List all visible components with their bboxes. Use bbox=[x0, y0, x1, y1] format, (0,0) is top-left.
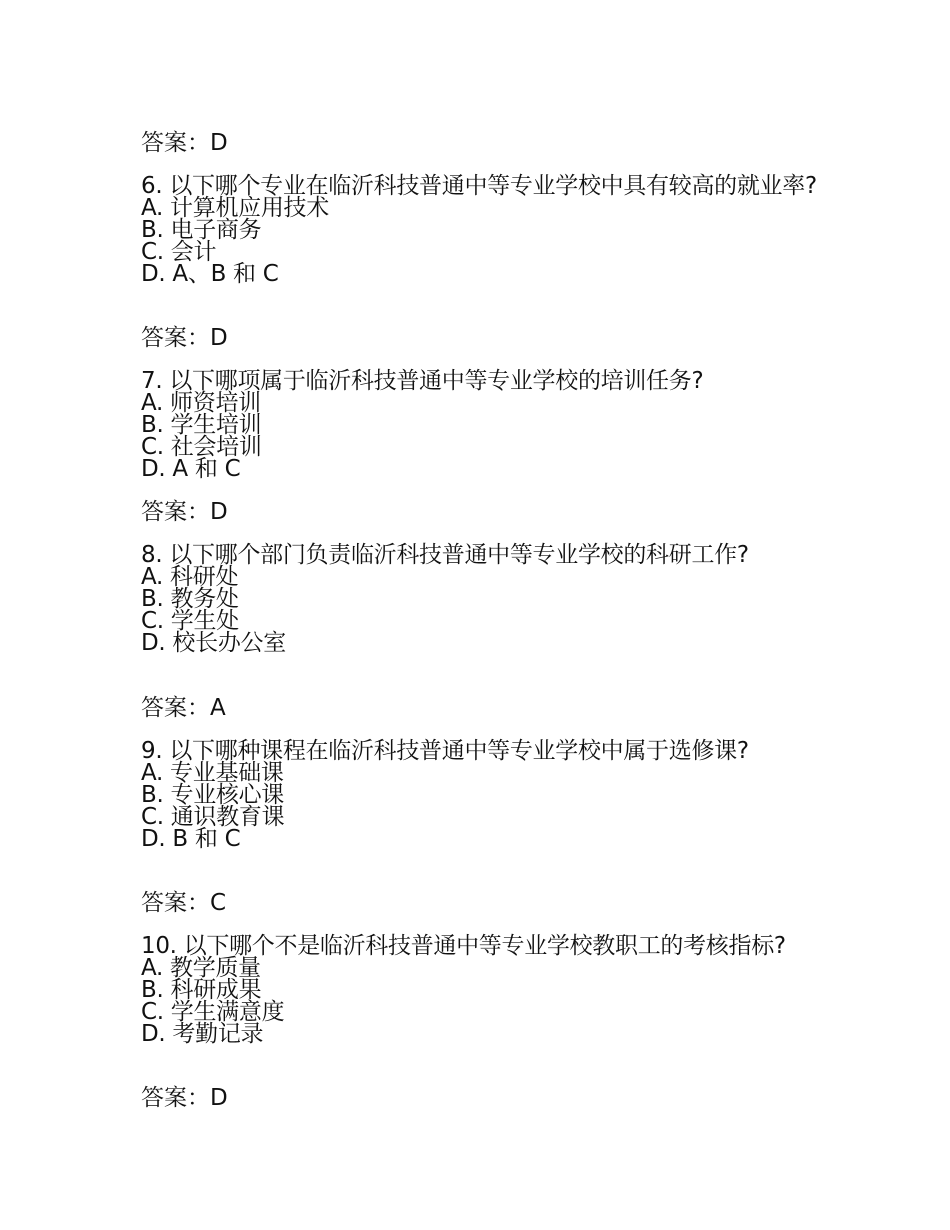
option-d: D. 考勤记录 bbox=[141, 1021, 264, 1047]
option-a: A. 师资培训 bbox=[141, 390, 261, 416]
option-b: B. 教务处 bbox=[141, 586, 239, 612]
answer-line: 答案：D bbox=[141, 325, 228, 351]
question-stem: 8. 以下哪个部门负责临沂科技普通中等专业学校的科研工作? bbox=[141, 542, 749, 568]
answer-line: 答案：D bbox=[141, 130, 228, 156]
option-c: C. 学生满意度 bbox=[141, 999, 285, 1025]
option-c: C. 社会培训 bbox=[141, 434, 262, 460]
option-b: B. 科研成果 bbox=[141, 977, 262, 1003]
option-b: B. 学生培训 bbox=[141, 412, 262, 438]
question-stem: 6. 以下哪个专业在临沂科技普通中等专业学校中具有较高的就业率? bbox=[141, 173, 817, 199]
question-10 bbox=[141, 935, 821, 1045]
question-stem: 9. 以下哪种课程在临沂科技普通中等专业学校中属于选修课? bbox=[141, 738, 749, 764]
question-9 bbox=[141, 740, 821, 850]
option-d: D. B 和 C bbox=[141, 826, 241, 852]
option-a: A. 专业基础课 bbox=[141, 760, 284, 786]
option-d: D. 校长办公室 bbox=[141, 630, 286, 656]
answer-line: 答案：D bbox=[141, 499, 228, 525]
option-d: D. A、B 和 C bbox=[141, 261, 279, 287]
answer-line: 答案：C bbox=[141, 890, 227, 916]
question-8 bbox=[141, 544, 821, 654]
option-c: C. 学生处 bbox=[141, 608, 239, 634]
question-stem: 10. 以下哪个不是临沂科技普通中等专业学校教职工的考核指标? bbox=[141, 933, 786, 959]
answer-line: 答案：A bbox=[141, 695, 226, 721]
question-7 bbox=[141, 370, 821, 480]
option-c: C. 会计 bbox=[141, 239, 217, 265]
option-b: B. 专业核心课 bbox=[141, 782, 285, 808]
document-page bbox=[141, 0, 821, 1230]
option-d: D. A 和 C bbox=[141, 456, 241, 482]
option-a: A. 教学质量 bbox=[141, 955, 261, 981]
answer-line: 答案：D bbox=[141, 1085, 228, 1111]
option-c: C. 通识教育课 bbox=[141, 804, 285, 830]
question-6 bbox=[141, 175, 821, 285]
option-a: A. 计算机应用技术 bbox=[141, 195, 329, 221]
option-a: A. 科研处 bbox=[141, 564, 239, 590]
question-stem: 7. 以下哪项属于临沂科技普通中等专业学校的培训任务? bbox=[141, 368, 704, 394]
option-b: B. 电子商务 bbox=[141, 217, 262, 243]
